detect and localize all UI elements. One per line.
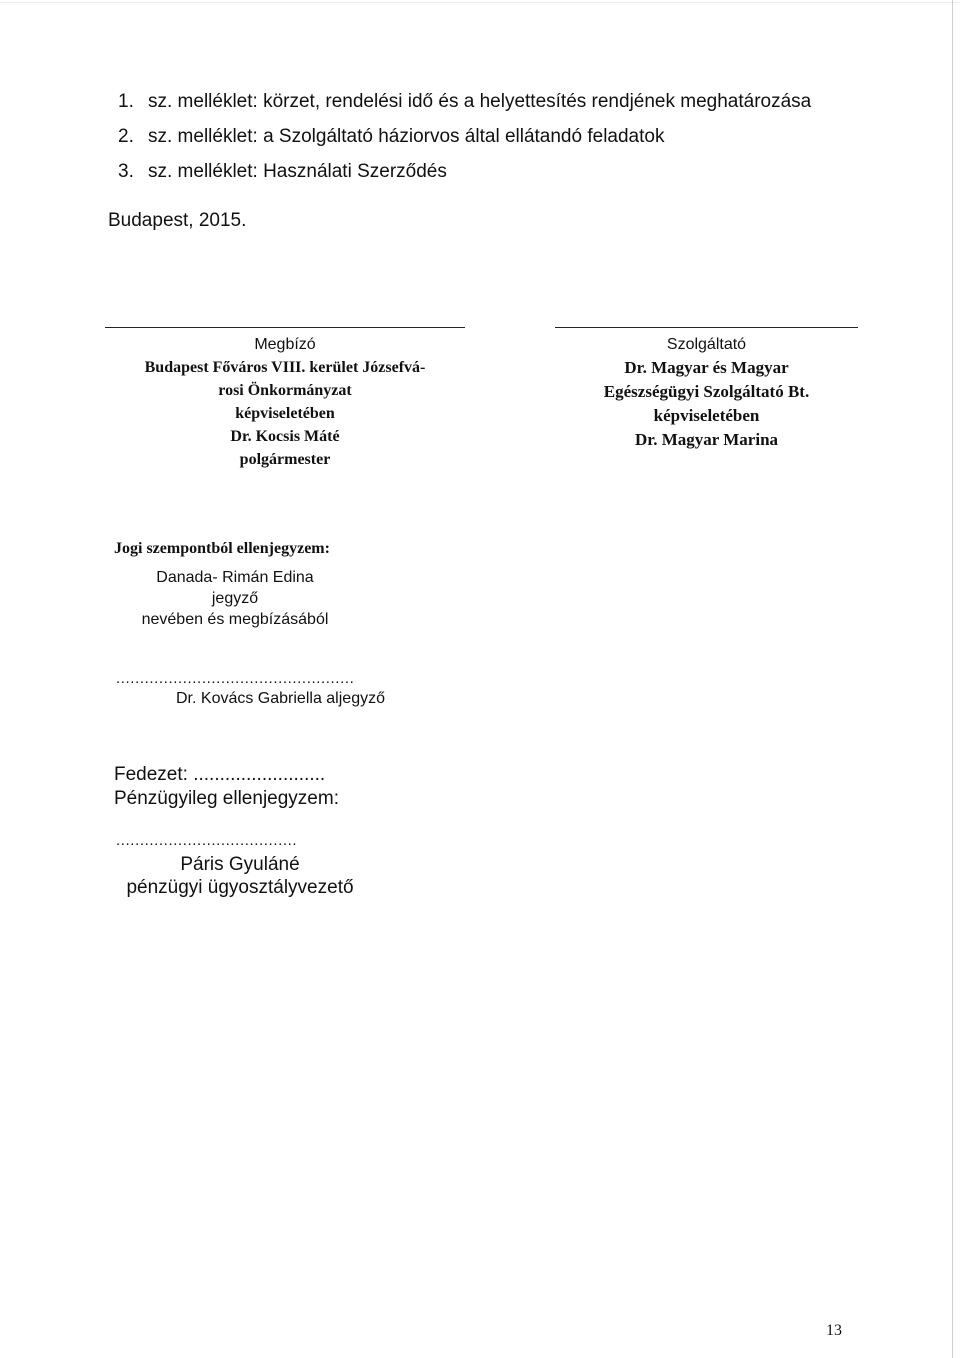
client-line: Budapest Főváros VIII. kerület Józsefvá- xyxy=(144,359,426,376)
client-signature-block xyxy=(105,327,465,471)
annex-text: sz. melléklet: körzet, rendelési idő és a helyettesítés rendjének meghatározása xyxy=(148,90,812,112)
annex-number: 3. xyxy=(118,160,134,182)
client-role: Megbízó xyxy=(254,336,316,353)
notary-behalf: nevében és megbízásából xyxy=(141,611,329,628)
client-line: Dr. Kocsis Máté xyxy=(230,428,340,445)
deputy-signature-dots: .................................................. xyxy=(116,670,355,687)
scan-edge-top xyxy=(0,2,960,3)
legal-countersign-heading: Jogi szempontból ellenjegyzem: xyxy=(114,540,330,557)
annex-text: sz. melléklet: a Szolgáltató háziorvos által ellátandó feladatok xyxy=(148,125,665,147)
provider-line: Egészségügyi Szolgáltató Bt. xyxy=(603,382,810,401)
finance-cover-block xyxy=(114,763,339,811)
client-line: képviseletében xyxy=(235,405,335,422)
finance-signatory xyxy=(110,853,370,899)
client-line: polgármester xyxy=(239,451,331,468)
client-signature-line xyxy=(105,327,465,328)
page-number: 13 xyxy=(826,1322,842,1339)
place-date: Budapest, 2015. xyxy=(108,210,247,231)
annex-item xyxy=(118,119,811,154)
annex-text: sz. melléklet: Használati Szerződés xyxy=(148,160,447,182)
provider-line: Dr. Magyar és Magyar xyxy=(624,358,789,377)
provider-role: Szolgáltató xyxy=(666,336,747,353)
annex-number: 2. xyxy=(118,125,134,147)
annex-list xyxy=(118,84,811,189)
provider-line: képviseletében xyxy=(653,406,760,425)
finance-title: pénzügyi ügyosztályvezető xyxy=(126,877,354,898)
annex-number: 1. xyxy=(118,90,134,112)
provider-line: Dr. Magyar Marina xyxy=(634,430,779,449)
provider-signature-line xyxy=(555,327,858,328)
notary-name: Danada- Rimán Edina xyxy=(156,569,314,586)
finance-name: Páris Gyuláné xyxy=(180,854,300,875)
provider-signature-block xyxy=(555,327,858,452)
client-line: rosi Önkormányzat xyxy=(218,382,352,399)
scan-edge-right xyxy=(952,0,953,1358)
notary-block xyxy=(110,567,360,630)
annex-item xyxy=(118,154,811,189)
finance-countersign-label: Pénzügyileg ellenjegyzem: xyxy=(114,788,339,809)
cover-label: Fedezet: ......................... xyxy=(114,764,326,785)
deputy-notary: Dr. Kovács Gabriella aljegyző xyxy=(176,690,385,707)
annex-item xyxy=(118,84,811,119)
finance-signature-dots: ...................................... xyxy=(116,832,298,849)
notary-title: jegyző xyxy=(211,590,259,607)
